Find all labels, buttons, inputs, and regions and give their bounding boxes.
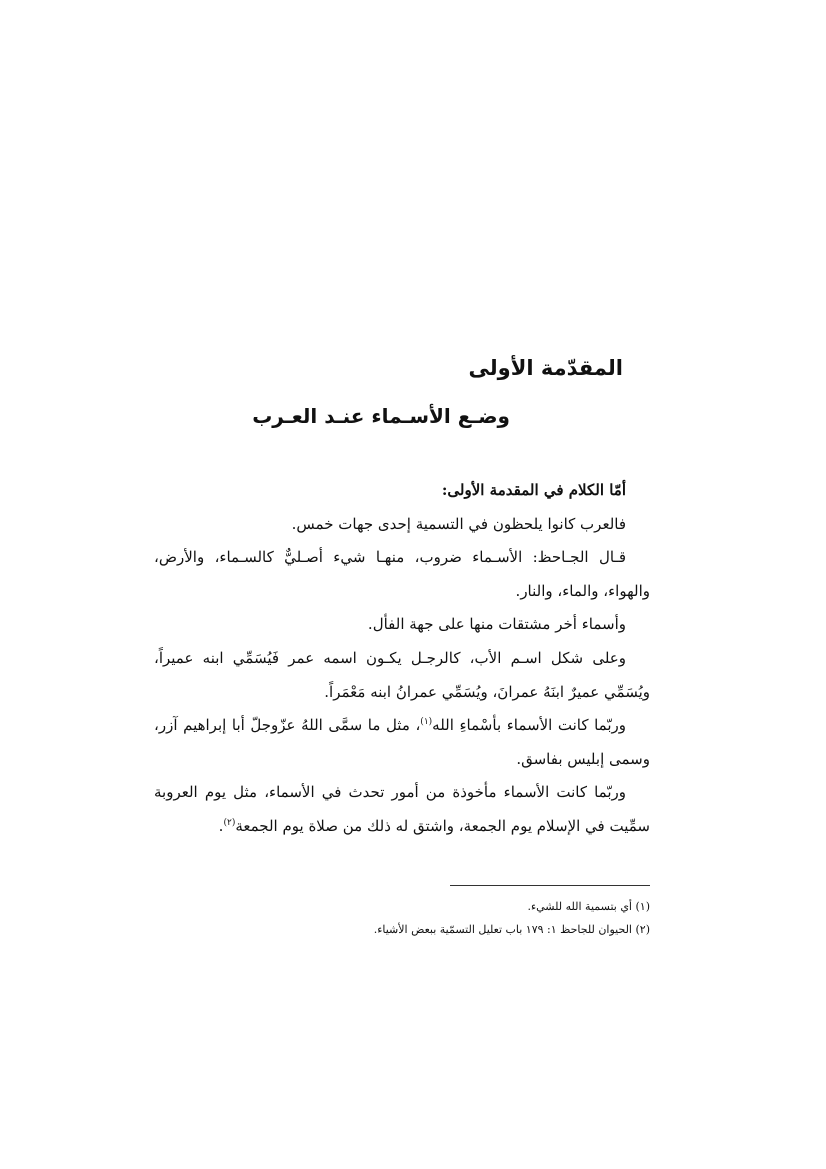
paragraph-divine-names-text: وربّما كانت الأسماء بأسْماءِ الله — [432, 716, 626, 735]
paragraph-five-aspects: فالعرب كانوا يلحظون في التسمية إحدى جهات خمس. — [291, 514, 626, 533]
paragraph-jahiz-quote: قـال الجـاحظ: الأسـماء ضروب، منهـا شيء أصـليٌّ كالسـماء، والأرض، والهواء، والماء، والنار. — [154, 548, 650, 600]
paragraph-events-names — [154, 776, 650, 843]
paragraph-father-names: وعلى شكل اسـم الأب، كالرجـل يكـون اسمه عمر فَيُسَمِّي ابنه عميراً، ويُسَمِّي عميرٌ ابنَهُ عمرانَ، ويُسَمِّي عمرانُ ابنه مَعْمَراً. — [154, 648, 650, 701]
footnote-ref-2[interactable]: (٢) — [223, 817, 236, 828]
footnote-1: (١) أي بتسمية الله للشيء. — [527, 900, 650, 913]
footnote-ref-1[interactable]: (١) — [420, 717, 433, 728]
paragraph-divine-names — [154, 709, 650, 776]
chapter-title: المقدّمة الأولى — [468, 356, 623, 380]
paragraph-events-names-cont: . — [218, 816, 224, 835]
section-title: وضـع الأسـماء عنـد العـرب — [252, 404, 510, 428]
body-text — [154, 474, 650, 844]
paragraph-intro: أمّا الكلام في المقدمة الأولى: — [441, 481, 626, 499]
footnote-divider — [450, 885, 650, 886]
footnote-2: (٢) الحيوان للجاحظ ١: ١٧٩ باب تعليل التسمّية ببعض الأشياء. — [373, 923, 650, 936]
footnotes — [154, 895, 650, 941]
paragraph-divine-names-cont: ، مثل ما سمَّى اللهُ عزّوجلّ أبا إبراهيم آزر، وسمى إبليس بفاسق. — [154, 716, 650, 768]
paragraph-derived-names: وأسماء أخر مشتقات منها على جهة الفأل. — [367, 615, 626, 634]
paragraph-events-names-text: وربّما كانت الأسماء مأخوذة من أمور تحدث في الأسماء، مثل يوم العروبة سمِّيت في الإسلام يوم الجمعة، واشتق له ذلك من صلاة يوم الجمعة — [154, 783, 650, 835]
